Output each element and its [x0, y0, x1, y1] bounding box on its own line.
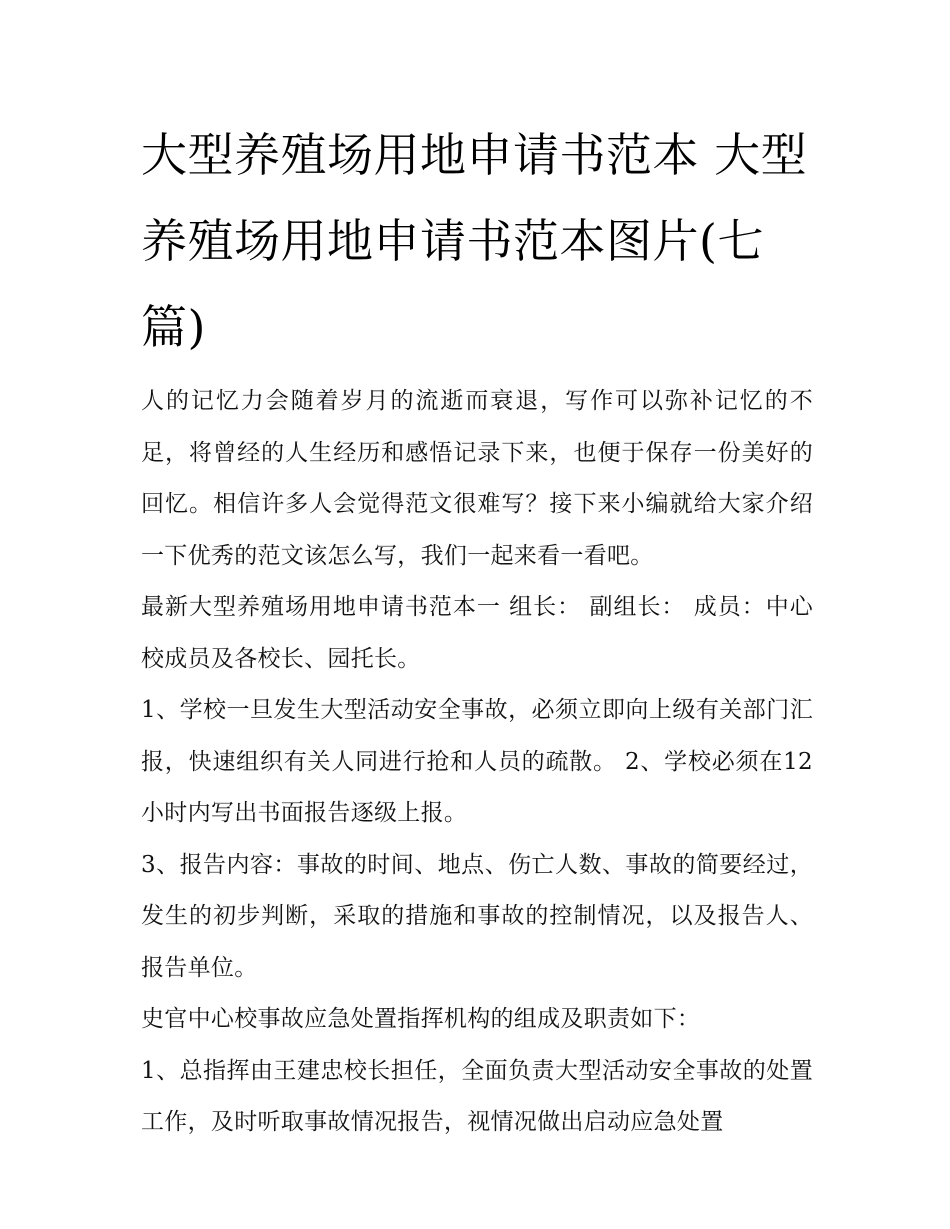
document-title: 大型养殖场用地申请书范本 大型养殖场用地申请书范本图片(七篇) — [141, 128, 808, 354]
paragraph-report-content: 3、报告内容：事故的时间、地点、伤亡人数、事故的简要经过，发生的初步判断，采取的措施和事故的控制情况，以及报告人、报告单位。 — [141, 851, 813, 981]
document-page — [141, 112, 813, 1149]
paragraph-intro: 人的记忆力会随着岁月的流逝而衰退，写作可以弥补记忆的不足，将曾经的人生经历和感悟记录下来，也便于保存一份美好的回忆。相信许多人会觉得范文很难写？接下来小编就给大家介绍一下优秀的范文该怎么写，我们一起来看一看吧。 — [141, 388, 813, 569]
document-body — [141, 376, 813, 1149]
paragraph-reporting-steps: 1、学校一旦发生大型活动安全事故，必须立即向上级有关部门汇报，快速组织有关人同进行抢和人员的疏散。 2、学校必须在12 小时内写出书面报告逐级上报。 — [141, 697, 813, 826]
paragraph-command-structure: 史官中心校事故应急处置指挥机构的组成及职责如下： — [141, 1006, 701, 1032]
paragraph-organization: 最新大型养殖场用地申请书范本一 组长： 副组长： 成员：中心校成员及各校长、园托长。 — [141, 594, 813, 672]
paragraph-commander-duties: 1、总指挥由王建忠校长担任，全面负责大型活动安全事故的处置工作，及时听取事故情况报告，视情况做出启动应急处置 — [141, 1057, 813, 1135]
